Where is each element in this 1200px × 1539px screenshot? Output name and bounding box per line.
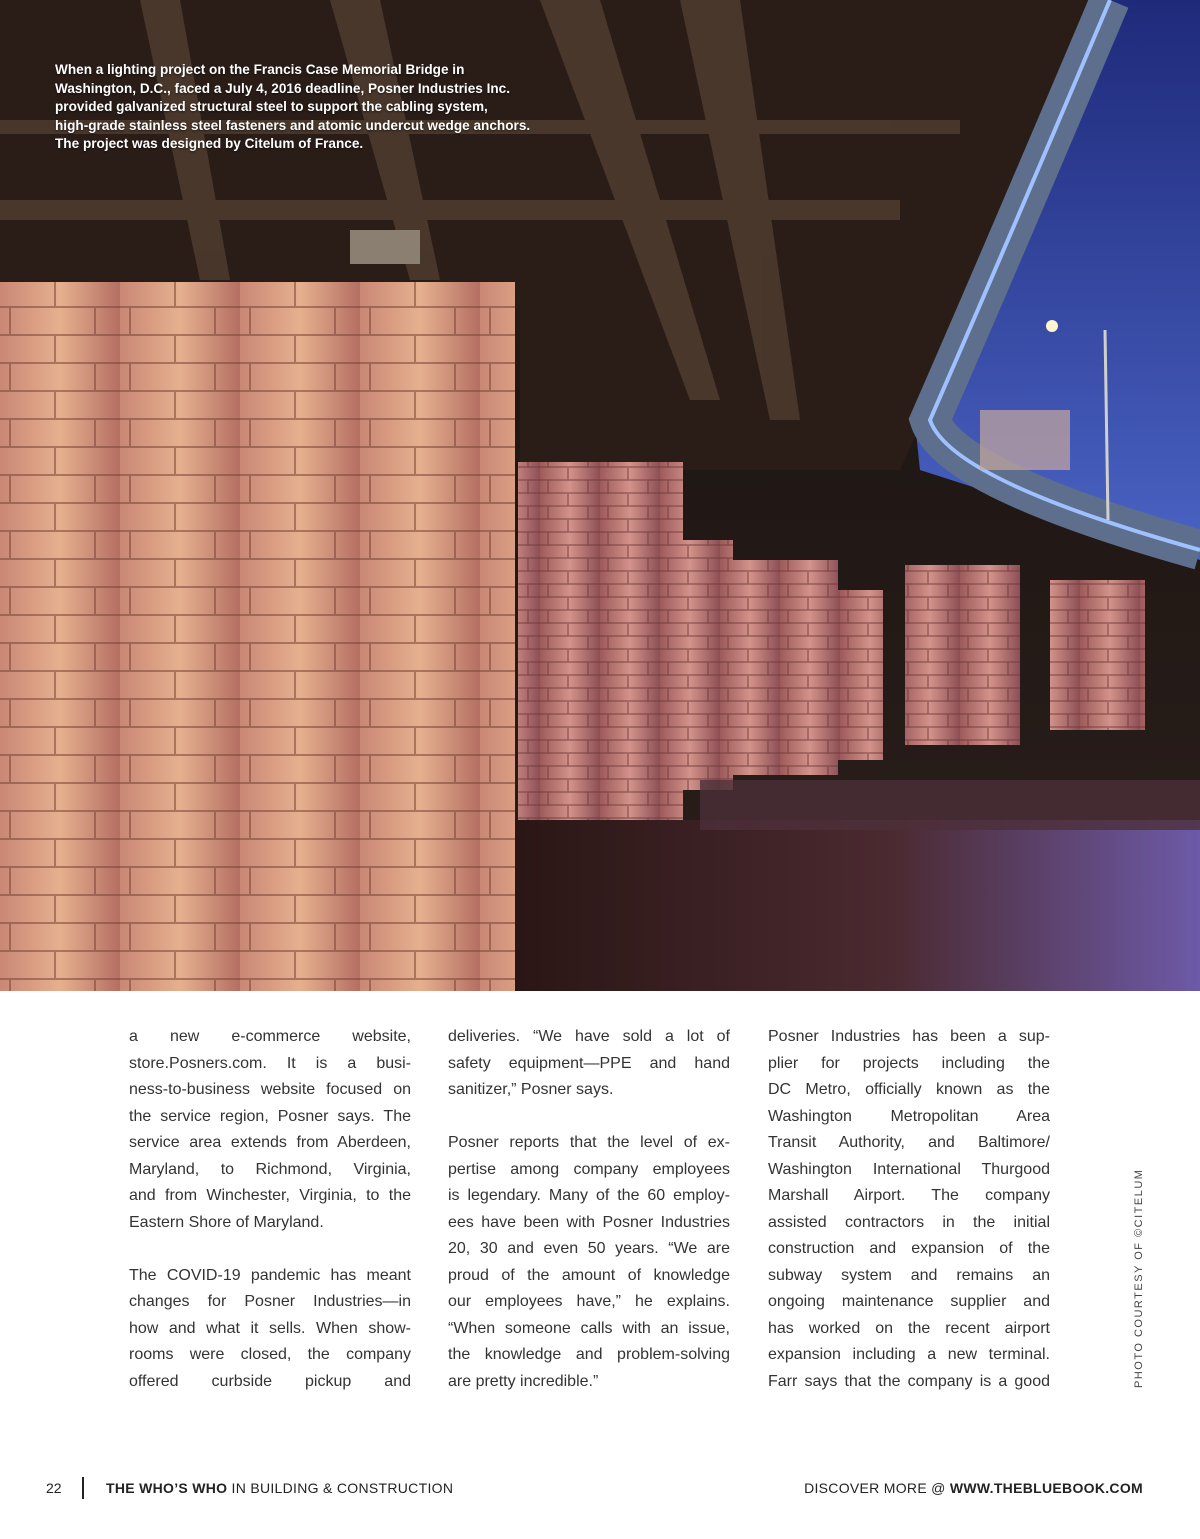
text-line: expansion including a new terminal. bbox=[768, 1346, 1050, 1363]
text-line: 20, 30 and even 50 years. “We are bbox=[448, 1240, 730, 1257]
paragraph bbox=[448, 1130, 730, 1395]
text-line: the knowledge and problem-solving bbox=[448, 1346, 730, 1363]
text-line: ees have been with Posner Industries bbox=[448, 1213, 730, 1231]
text-line: Marshall Airport. The company bbox=[768, 1187, 1050, 1204]
text-line: pertise among company employees bbox=[448, 1160, 730, 1178]
text-line: construction and expansion of the bbox=[768, 1240, 1050, 1257]
paragraph bbox=[129, 1263, 411, 1396]
text-line: has worked on the recent airport bbox=[768, 1319, 1050, 1337]
text-line: Farr says that the company is a good bbox=[768, 1372, 1050, 1390]
publication-name-bold: THE WHO’S WHO bbox=[106, 1480, 228, 1496]
page-footer bbox=[0, 1476, 1200, 1502]
text-line: ongoing maintenance supplier and bbox=[768, 1293, 1050, 1310]
page-number: 22 bbox=[46, 1480, 62, 1496]
text-line: Washington Metropolitan Area bbox=[768, 1107, 1050, 1125]
text-line: subway system and remains an bbox=[768, 1266, 1050, 1284]
photo-caption bbox=[55, 61, 575, 154]
article-column-1 bbox=[129, 1024, 411, 1395]
text-line: are pretty incredible.” bbox=[448, 1372, 599, 1390]
text-line: the service region, Posner says. The bbox=[129, 1107, 411, 1125]
discover-more bbox=[804, 1480, 1143, 1496]
text-line: Washington International Thurgood bbox=[768, 1160, 1050, 1178]
text-line: store.Posners.com. It is a busi- bbox=[129, 1054, 411, 1072]
text-line: Transit Authority, and Baltimore/ bbox=[768, 1134, 1050, 1151]
text-line: assisted contractors in the initial bbox=[768, 1213, 1050, 1231]
text-line: our employees have,” he explains. bbox=[448, 1293, 730, 1310]
text-line: rooms were closed, the company bbox=[129, 1346, 411, 1363]
discover-label: DISCOVER MORE @ bbox=[804, 1480, 950, 1496]
caption-line: The project was designed by Citelum of France. bbox=[55, 136, 364, 152]
article-column-2 bbox=[448, 1024, 730, 1395]
footer-divider bbox=[82, 1477, 84, 1499]
paragraph bbox=[448, 1024, 730, 1104]
text-line: changes for Posner Industries—in bbox=[129, 1293, 411, 1310]
discover-url-link[interactable]: WWW.THEBLUEBOOK.COM bbox=[949, 1480, 1143, 1496]
photo-credit: PHOTO COURTESY OF ©CITELUM bbox=[1133, 1168, 1145, 1388]
text-line: sanitizer,” Posner says. bbox=[448, 1081, 614, 1098]
text-line: and from Winchester, Virginia, to the bbox=[129, 1187, 411, 1204]
text-line: “When someone calls with an issue, bbox=[448, 1319, 730, 1337]
text-line: Eastern Shore of Maryland. bbox=[129, 1213, 324, 1231]
text-line: Posner reports that the level of ex- bbox=[448, 1134, 730, 1151]
text-line: DC Metro, officially known as the bbox=[768, 1081, 1050, 1098]
text-line: Posner Industries has been a sup- bbox=[768, 1028, 1050, 1045]
text-line: a new e-commerce website, bbox=[129, 1028, 411, 1045]
publication-name-rest: IN BUILDING & CONSTRUCTION bbox=[227, 1480, 454, 1496]
article-column-3 bbox=[768, 1024, 1050, 1395]
text-line: safety equipment—PPE and hand bbox=[448, 1054, 730, 1072]
text-line: Maryland, to Richmond, Virginia, bbox=[129, 1160, 411, 1178]
paragraph bbox=[768, 1024, 1050, 1395]
text-line: proud of the amount of knowledge bbox=[448, 1266, 730, 1284]
text-line: offered curbside pickup and bbox=[129, 1372, 411, 1390]
paragraph bbox=[129, 1024, 411, 1236]
text-line: service area extends from Aberdeen, bbox=[129, 1134, 411, 1151]
text-line: deliveries. “We have sold a lot of bbox=[448, 1028, 730, 1045]
text-line: is legendary. Many of the 60 employ- bbox=[448, 1187, 730, 1204]
text-line: The COVID-19 pandemic has meant bbox=[129, 1266, 411, 1284]
text-line: ness-to-business website focused on bbox=[129, 1081, 411, 1098]
caption-line: high-grade stainless steel fasteners and atomic undercut wedge anchors. bbox=[55, 117, 531, 133]
caption-line: Washington, D.C., faced a July 4, 2016 deadline, Posner Industries Inc. bbox=[55, 80, 511, 96]
caption-line: provided galvanized structural steel to support the cabling system, bbox=[55, 99, 488, 115]
publication-name bbox=[106, 1480, 453, 1496]
text-line: how and what it sells. When show- bbox=[129, 1319, 411, 1337]
text-line: plier for projects including the bbox=[768, 1054, 1050, 1072]
caption-line: When a lighting project on the Francis Case Memorial Bridge in bbox=[55, 62, 465, 77]
